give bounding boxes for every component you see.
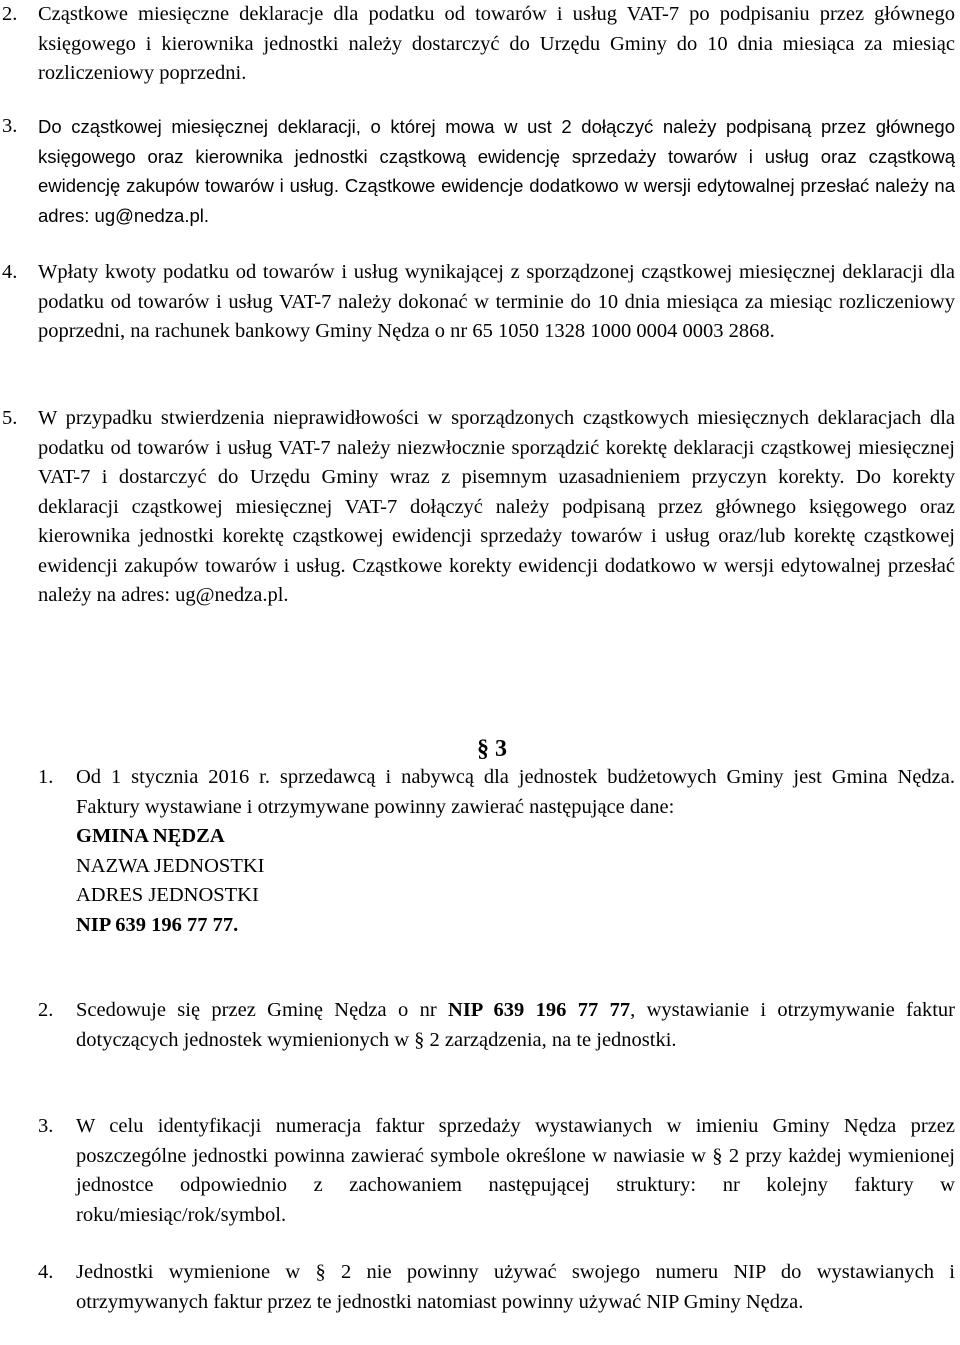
section-item-1 [38, 763, 955, 940]
paragraph-text: Do cząstkowej miesięcznej deklaracji, o której mowa w ust 2 dołączyć należy podpisaną przez głównego księgowego oraz kierownika jednostki cząstkową ewidencję sprzedaży towarów i usług oraz cząstkową ewidencję zakupów towarów i usług. Cząstkowe ewidencje dodatkowo w wersji edytowalnej przesłać należy na adres: ug@nedza.pl. [38, 116, 955, 226]
item-text [76, 996, 955, 1055]
paragraph-number: 5. [2, 407, 18, 429]
nip-bold: NIP 639 196 77 77 [448, 999, 631, 1021]
section-item-3 [38, 1112, 955, 1230]
paragraph-4 [0, 258, 955, 347]
nip-line: NIP 639 196 77 77. [76, 913, 239, 936]
paragraph-2 [0, 0, 955, 89]
paragraph-number: 2. [2, 3, 18, 25]
paragraph-text: Wpłaty kwoty podatku od towarów i usług wynikającej z sporządzonej cząstkowej miesięcznej deklaracji dla podatku od towarów i usług VAT-7 należy dokonać w terminie do 10 dnia miesiąca za miesiąc rozliczeniowy poprzedni, na rachunek bankowy Gminy Nędza o nr 65 1050 1328 1000 0004 0003 2868. [38, 261, 955, 342]
paragraph-5 [0, 404, 955, 611]
section-item-4 [38, 1258, 955, 1317]
section-heading: § 3 [477, 736, 507, 762]
seller-name: GMINA NĘDZA [76, 825, 225, 847]
paragraph-number: 4. [2, 261, 18, 283]
item-number: 1. [38, 766, 54, 788]
paragraph-text: Cząstkowe miesięczne deklaracje dla podatku od towarów i usług VAT-7 po podpisaniu przez głównego księgowego i kierownika jednostki należy dostarczyć do Urzędu Gminy do 10 dnia miesiąca za miesiąc rozliczeniowy poprzedni. [38, 3, 955, 84]
paragraph-3 [0, 112, 955, 230]
item-text-b: , wystawianie i otrzymywanie faktur dotyczących jednostek wymienionych w § 2 zarządzenia, na te jednostki. [76, 999, 955, 1051]
paragraph-text: W przypadku stwierdzenia nieprawidłowości w sporządzonych cząstkowych miesięcznych deklaracjach dla podatku od towarów i usług VAT-7 należy niezwłocznie sporządzić korektę deklaracji cząstkowej miesięcznej VAT-7 i dostarczyć do Urzędu Gminy wraz z pisemnym uzasadnieniem przyczyn korekty. Do korekty deklaracji cząstkowej miesięcznej VAT-7 dołączyć należy podpisaną przez głównego księgowego oraz kierownika jednostki korektę cząstkowej ewidencji sprzedaży towarów i usług oraz/lub korektę cząstkowej ewidencji zakupów towarów i usług. Cząstkowe korekty ewidencji dodatkowo w wersji edytowalnej przesłać należy na adres: ug@nedza.pl. [38, 407, 955, 606]
section-item-2 [38, 996, 955, 1055]
unit-name-line: NAZWA JEDNOSTKI [76, 854, 265, 877]
item-number: 3. [38, 1115, 54, 1137]
paragraph-number: 3. [2, 115, 18, 137]
item-text: W celu identyfikacji numeracja faktur sprzedaży wystawianych w imieniu Gminy Nędza przez poszczególne jednostki powinna zawierać symbole określone w nawiasie w § 2 przy każdej wymienionej jednostce odpowiednio z zachowaniem następującej struktury: nr kolejny faktury w roku/miesiąc/rok/symbol. [76, 1115, 955, 1226]
item-number: 2. [38, 999, 54, 1021]
item-body: Od 1 stycznia 2016 r. sprzedawcą i nabywcą dla jednostek budżetowych Gminy jest Gmina Nędza. Faktury wystawiane i otrzymywane powinny zawierać następujące dane: [76, 766, 955, 818]
item-text [76, 763, 955, 940]
item-number: 4. [38, 1261, 54, 1283]
item-text: Jednostki wymienione w § 2 nie powinny używać swojego numeru NIP do wystawianych i otrzymywanych faktur przez te jednostki natomiast powinny używać NIP Gminy Nędza. [76, 1261, 955, 1313]
unit-address-line: ADRES JEDNOSTKI [76, 884, 259, 906]
item-text-a: Scedowuje się przez Gminę Nędza o nr [76, 999, 449, 1021]
